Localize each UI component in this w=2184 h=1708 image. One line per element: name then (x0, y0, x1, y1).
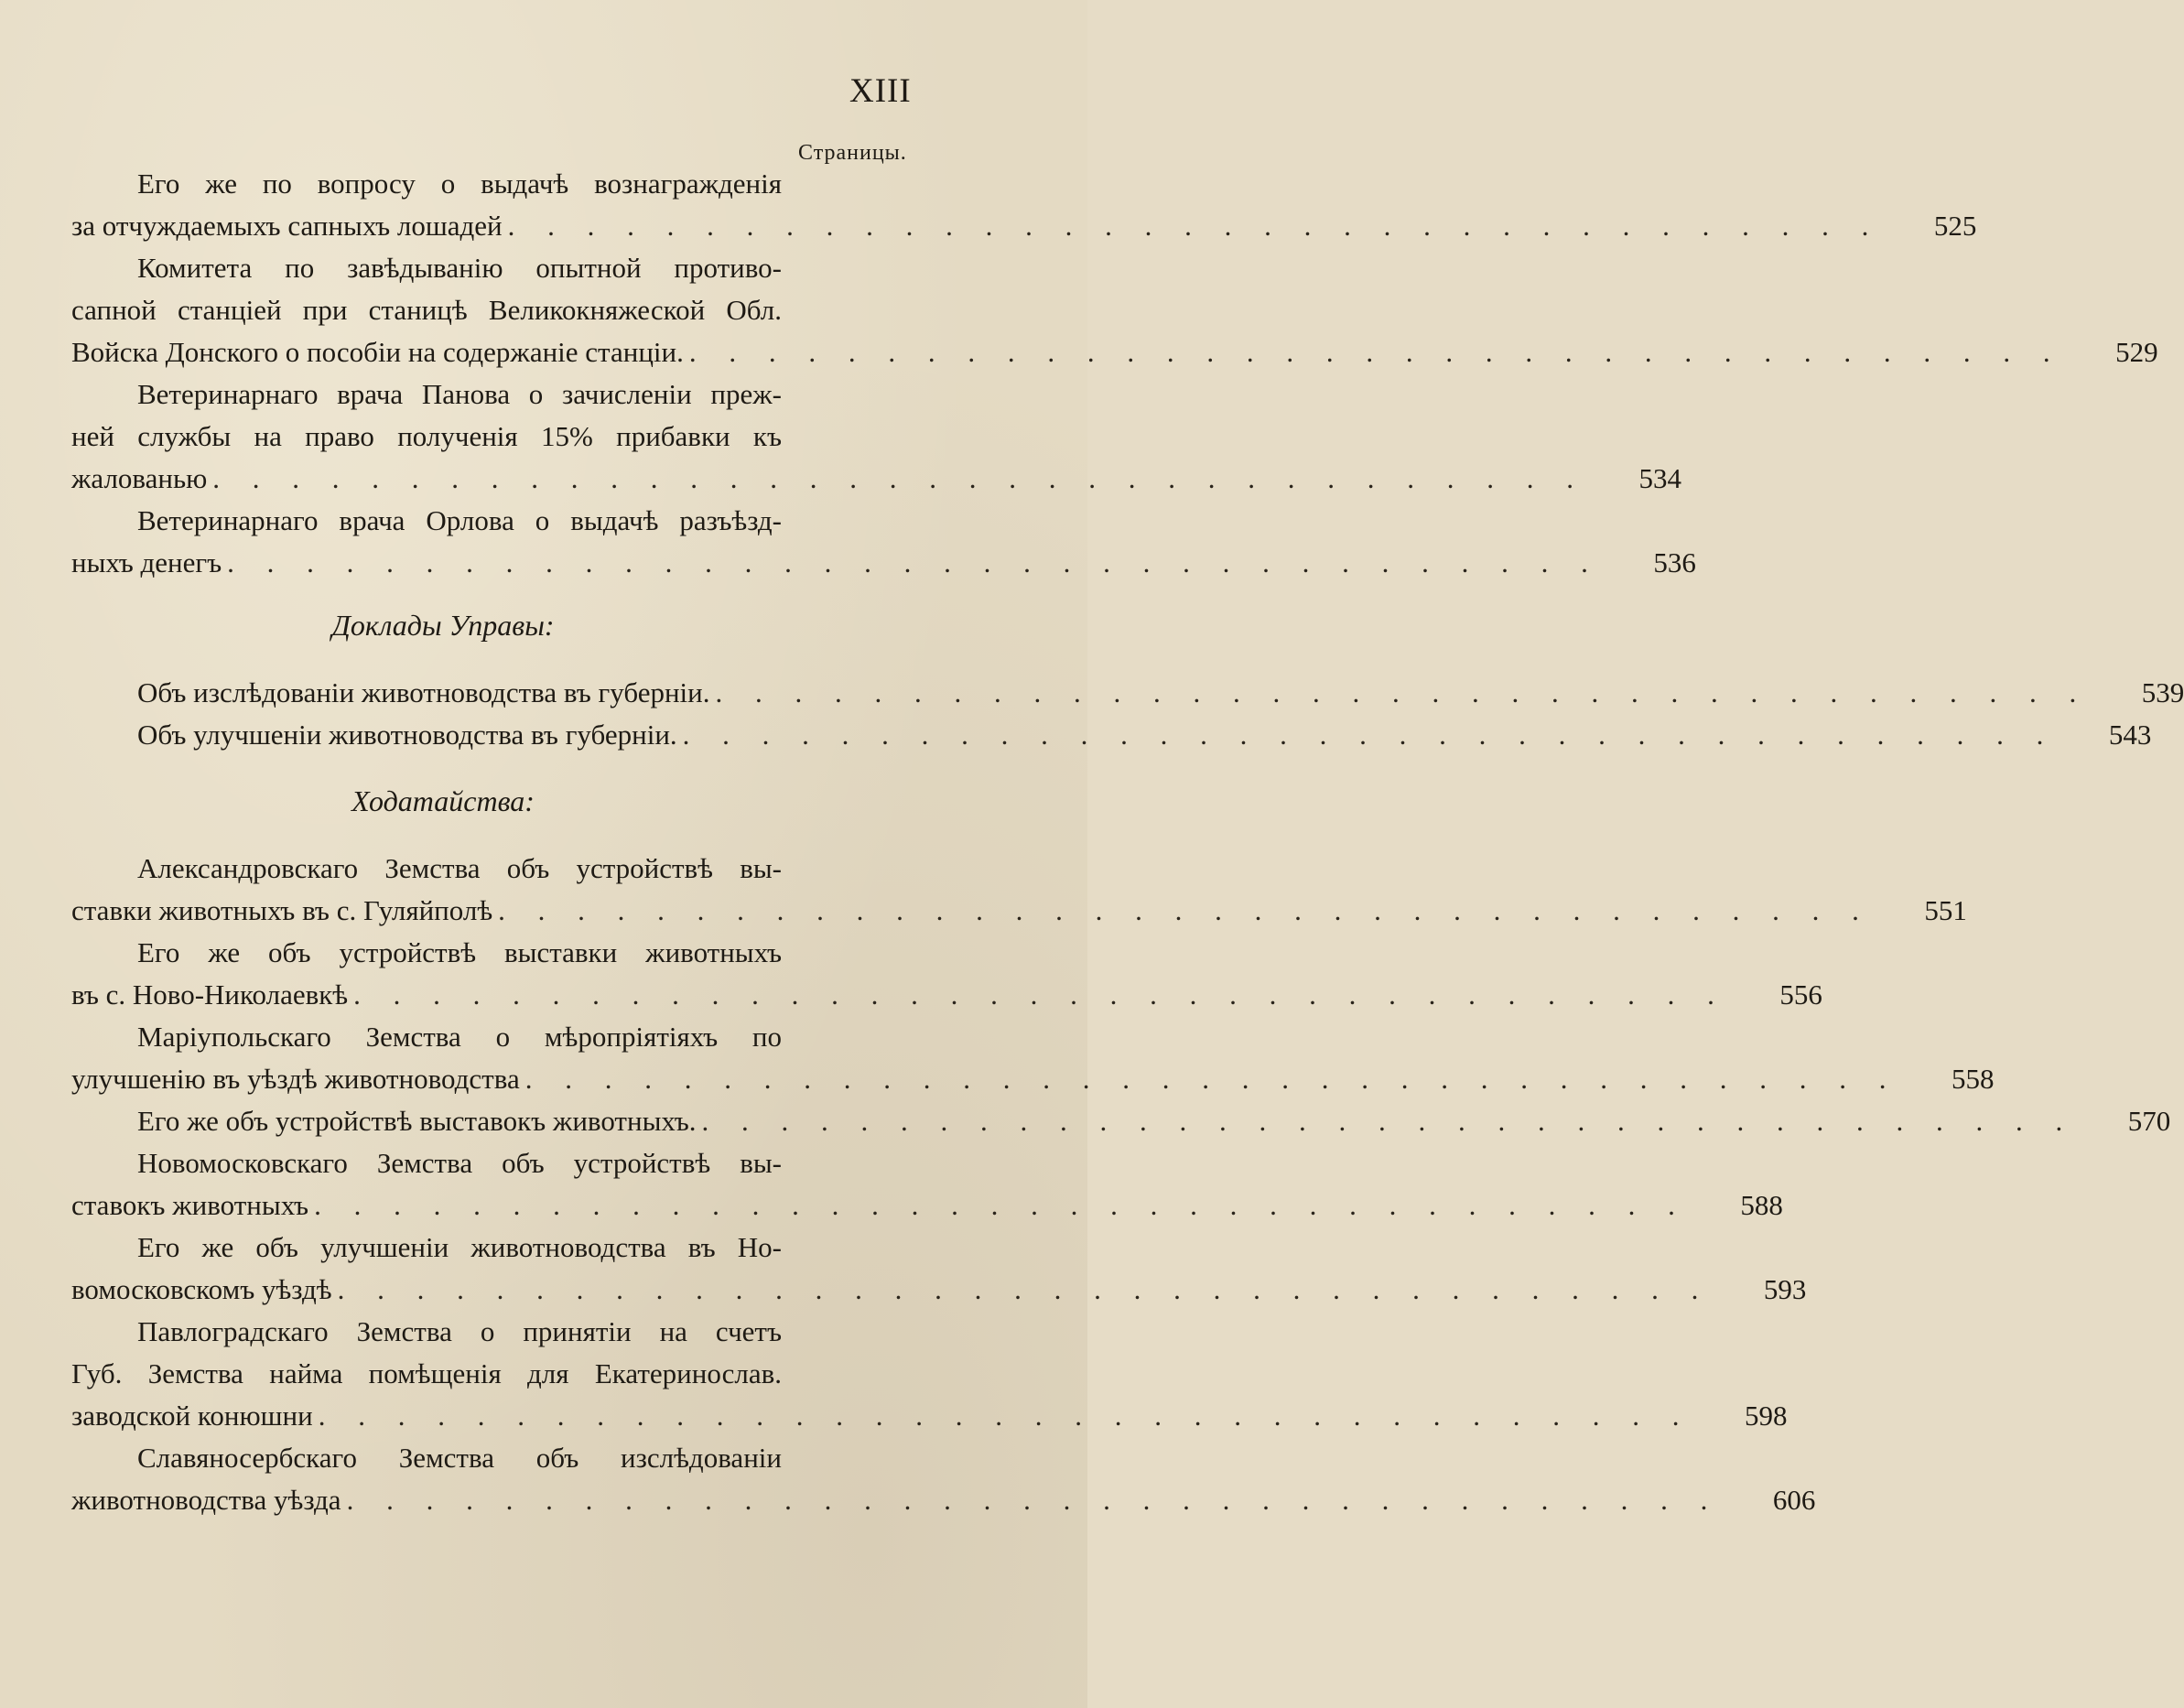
toc-entry (71, 1311, 1788, 1437)
dot-leader: . . . . . . . . . . . . . . . . . . . . . . . . . . . . . . . . . . . (212, 462, 1587, 494)
toc-entry (71, 163, 1977, 247)
dot-leader: . . . . . . . . . . . . . . . . . . . . . . . . . . . . . . . . . . . (346, 1484, 1721, 1516)
toc-entry-line: Ветеринарнаго врача Панова о зачисленіи преж- (137, 378, 782, 410)
toc-entry-title: ставки животныхъ въ с. Гуляйполѣ (71, 894, 493, 926)
toc-entry-last-line (71, 205, 1977, 247)
toc-entry (71, 500, 1696, 584)
toc-entry-line: ней службы на право полученія 15% прибавки къ (71, 420, 782, 452)
toc-block-reports (71, 672, 2184, 756)
toc-entry-page: 551 (1924, 894, 1967, 926)
toc-entry-line: Комитета по завѣдыванію опытной противо- (137, 252, 782, 284)
toc-entry-line: Его же объ устройствѣ выставки животныхъ (137, 936, 782, 968)
toc-entry-page: 598 (1744, 1400, 1788, 1432)
toc-entry-title: заводской конюшни (71, 1400, 313, 1432)
toc-entry-page: 529 (2115, 336, 2158, 368)
toc-entry-last-line (71, 1269, 1807, 1311)
toc-entry-page: 536 (1653, 546, 1696, 578)
toc-entry-title: улучшенію въ уѣздѣ животноводства (71, 1063, 520, 1095)
toc-entry (71, 1100, 2171, 1142)
toc-content (71, 163, 2184, 1521)
toc-entry-page: 570 (2127, 1105, 2171, 1137)
dot-leader: . . . . . . . . . . . . . . . . . . . . . . . . . . . . . . . . . . . (337, 1273, 1712, 1305)
dot-leader: . . . . . . . . . . . . . . . . . . . . . . . . . . . . . . . . . . . (524, 1063, 1899, 1095)
toc-entry-line: сапной станціей при станицѣ Великокняжеской Обл. (71, 294, 782, 326)
toc-entry-last-line (71, 1395, 1788, 1437)
dot-leader: . . . . . . . . . . . . . . . . . . . . . . . . . . . . . . . . . . . (688, 336, 2063, 368)
toc-entry-title: вомосковскомъ уѣздѣ (71, 1273, 332, 1305)
toc-entry-last-line (71, 542, 1696, 584)
toc-entry-last-line (71, 890, 1967, 932)
pages-column-label: Страницы. (798, 141, 907, 165)
toc-entry (71, 1016, 1995, 1100)
toc-entry-page: 534 (1638, 462, 1682, 494)
toc-entry-last-line (71, 1058, 1995, 1100)
toc-block-petitions-continued (71, 163, 2158, 584)
toc-entry-title: Его же объ устройствѣ выставокъ животныхъ. (137, 1105, 697, 1137)
toc-entry-last-line (71, 331, 2158, 373)
toc-entry-title: за отчуждаемыхъ сапныхъ лошадей (71, 210, 503, 242)
toc-entry-page: 606 (1772, 1484, 1816, 1516)
toc-entry (71, 1142, 1783, 1227)
toc-entry (71, 714, 2152, 756)
toc-entry-line: Новомосковскаго Земства объ устройствѣ вы- (137, 1147, 782, 1179)
dot-leader: . . . . . . . . . . . . . . . . . . . . . . . . . . . . . . . . . . . (682, 719, 2057, 751)
toc-entry-page: 525 (1933, 210, 1977, 242)
toc-block-petitions (71, 848, 2171, 1521)
toc-entry (71, 672, 2184, 714)
toc-entry (71, 848, 1967, 932)
section-title-petitions: Ходатайства: (351, 784, 535, 817)
toc-entry (71, 247, 2158, 373)
toc-entry-last-line (71, 1184, 1783, 1227)
toc-entry (71, 1437, 1816, 1521)
toc-entry-line: Губ. Земства найма помѣщенія для Екатеринослав. (71, 1357, 782, 1389)
dot-leader: . . . . . . . . . . . . . . . . . . . . . . . . . . . . . . . . . . . (227, 546, 1601, 578)
toc-entry-line: Его же объ улучшеніи животноводства въ Но- (137, 1231, 782, 1263)
dot-leader: . . . . . . . . . . . . . . . . . . . . . . . . . . . . . . . . . . . (353, 978, 1727, 1011)
dot-leader: . . . . . . . . . . . . . . . . . . . . . . . . . . . . . . . . . . . (715, 676, 2090, 708)
toc-entry-page: 539 (2141, 676, 2184, 708)
toc-entry-last-line (71, 672, 2184, 714)
toc-entry-title: Объ улучшеніи животноводства въ губерніи. (137, 719, 677, 751)
toc-entry-title: животноводства уѣзда (71, 1484, 341, 1516)
toc-entry-page: 588 (1740, 1189, 1783, 1221)
section-title-reports: Доклады Управы: (331, 609, 555, 642)
toc-entry-page: 593 (1763, 1273, 1807, 1305)
toc-entry-title: ставокъ животныхъ (71, 1189, 309, 1221)
toc-entry-last-line (71, 458, 1682, 500)
toc-entry-line: Павлоградскаго Земства о принятіи на счетъ (137, 1315, 782, 1347)
toc-entry-last-line (71, 1479, 1816, 1521)
dot-leader: . . . . . . . . . . . . . . . . . . . . . . . . . . . . . . . . . . . (314, 1189, 1688, 1221)
page-number: XIII (849, 72, 912, 110)
toc-entry-line: Его же по вопросу о выдачѣ вознагражденія (137, 168, 782, 200)
dot-leader: . . . . . . . . . . . . . . . . . . . . . . . . . . . . . . . . . . . (701, 1105, 2076, 1137)
toc-entry (71, 1227, 1807, 1311)
toc-entry (71, 932, 1822, 1016)
toc-entry-line: Александровскаго Земства объ устройствѣ вы- (137, 852, 782, 884)
toc-entry-title: въ с. Ново-Николаевкѣ (71, 978, 349, 1011)
toc-entry-last-line (71, 1100, 2171, 1142)
toc-entry-title: жалованью (71, 462, 208, 494)
toc-entry-title: Войска Донского о пособіи на содержаніе станціи. (71, 336, 684, 368)
toc-entry-line: Маріупольскаго Земства о мѣропріятіяхъ по (137, 1021, 782, 1053)
toc-entry-last-line (71, 974, 1822, 1016)
toc-entry-title: ныхъ денегъ (71, 546, 222, 578)
dot-leader: . . . . . . . . . . . . . . . . . . . . . . . . . . . . . . . . . . . (498, 894, 1872, 926)
toc-entry (71, 373, 1682, 500)
toc-entry-last-line (71, 714, 2152, 756)
dot-leader: . . . . . . . . . . . . . . . . . . . . . . . . . . . . . . . . . . . (318, 1400, 1692, 1432)
toc-entry-page: 558 (1951, 1063, 1995, 1095)
toc-entry-line: Славяносербскаго Земства объ изслѣдованіи (137, 1442, 782, 1474)
toc-entry-page: 543 (2108, 719, 2152, 751)
toc-entry-title: Объ изслѣдованіи животноводства въ губерніи. (137, 676, 710, 708)
toc-entry-line: Ветеринарнаго врача Орлова о выдачѣ разъѣзд- (137, 504, 782, 536)
dot-leader: . . . . . . . . . . . . . . . . . . . . . . . . . . . . . . . . . . . (507, 210, 1882, 242)
toc-entry-page: 556 (1779, 978, 1822, 1011)
